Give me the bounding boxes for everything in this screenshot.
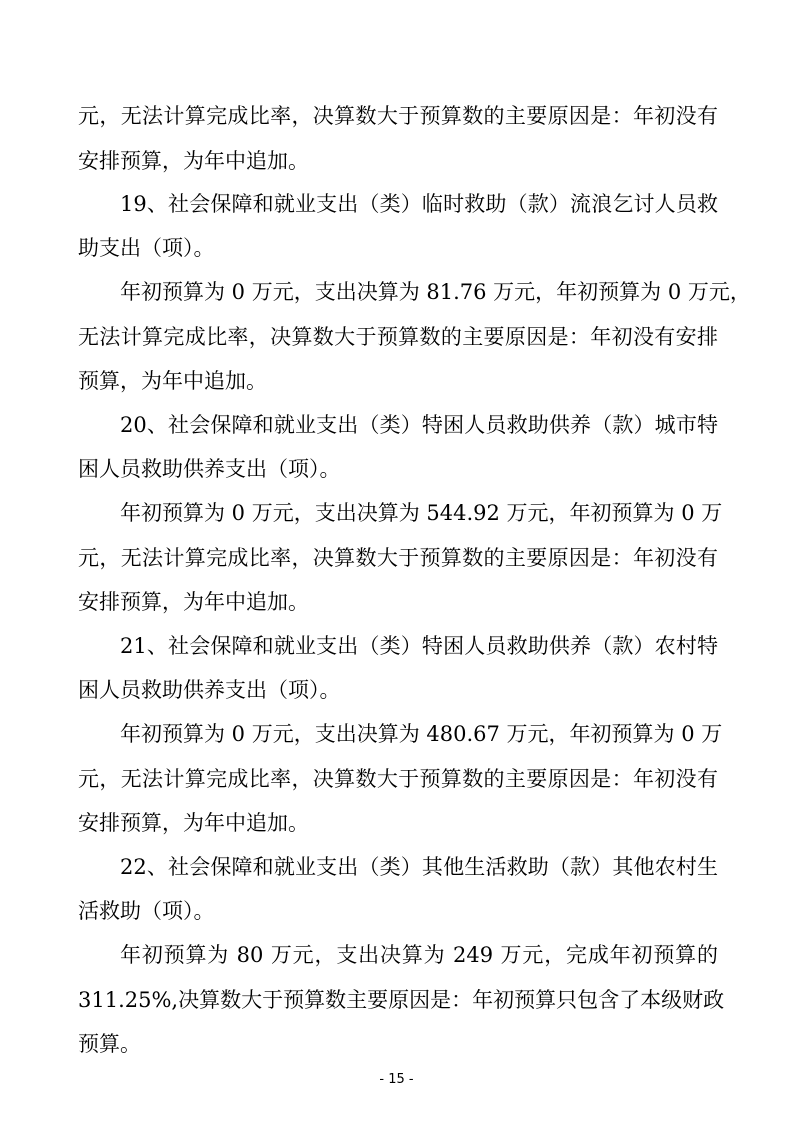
text-line: 元，无法计算完成比率，决算数大于预算数的主要原因是：年初没有 <box>78 546 718 570</box>
text-line: 311.25%,决算数大于预算数主要原因是：年初预算只包含了本级财政 <box>78 988 725 1012</box>
text-line: 年初预算为 0 万元，支出决算为 81.76 万元，年初预算为 0 万元， <box>120 280 751 304</box>
section-heading-19: 19、社会保障和就业支出（类）临时救助（款）流浪乞讨人员救 <box>120 192 718 216</box>
text-line: 预算，为年中追加。 <box>78 369 267 393</box>
text-line: 助支出（项）。 <box>78 236 215 260</box>
section-heading-21: 21、社会保障和就业支出（类）特困人员救助供养（款）农村特 <box>120 634 718 658</box>
page-number: - 15 - <box>379 1072 414 1087</box>
text-line: 安排预算，为年中追加。 <box>78 590 309 614</box>
text-line: 困人员救助供养支出（项）。 <box>78 678 341 702</box>
text-line: 年初预算为 0 万元，支出决算为 544.92 万元，年初预算为 0 万 <box>120 501 723 525</box>
text-line: 安排预算，为年中追加。 <box>78 811 309 835</box>
text-line: 预算。 <box>78 1032 141 1056</box>
text-line: 困人员救助供养支出（项）。 <box>78 457 341 481</box>
text-line: 活救助（项）。 <box>78 899 215 923</box>
text-line: 元，无法计算完成比率，决算数大于预算数的主要原因是：年初没有 <box>78 767 718 791</box>
text-line: 无法计算完成比率，决算数大于预算数的主要原因是：年初没有安排 <box>78 325 718 349</box>
section-heading-20: 20、社会保障和就业支出（类）特困人员救助供养（款）城市特 <box>120 413 718 437</box>
text-line: 安排预算，为年中追加。 <box>78 149 309 173</box>
text-line: 元，无法计算完成比率，决算数大于预算数的主要原因是：年初没有 <box>78 104 718 128</box>
section-heading-22: 22、社会保障和就业支出（类）其他生活救助（款）其他农村生 <box>120 855 718 879</box>
text-line: 年初预算为 80 万元，支出决算为 249 万元，完成年初预算的 <box>120 943 718 967</box>
text-line: 年初预算为 0 万元，支出决算为 480.67 万元，年初预算为 0 万 <box>120 722 723 746</box>
